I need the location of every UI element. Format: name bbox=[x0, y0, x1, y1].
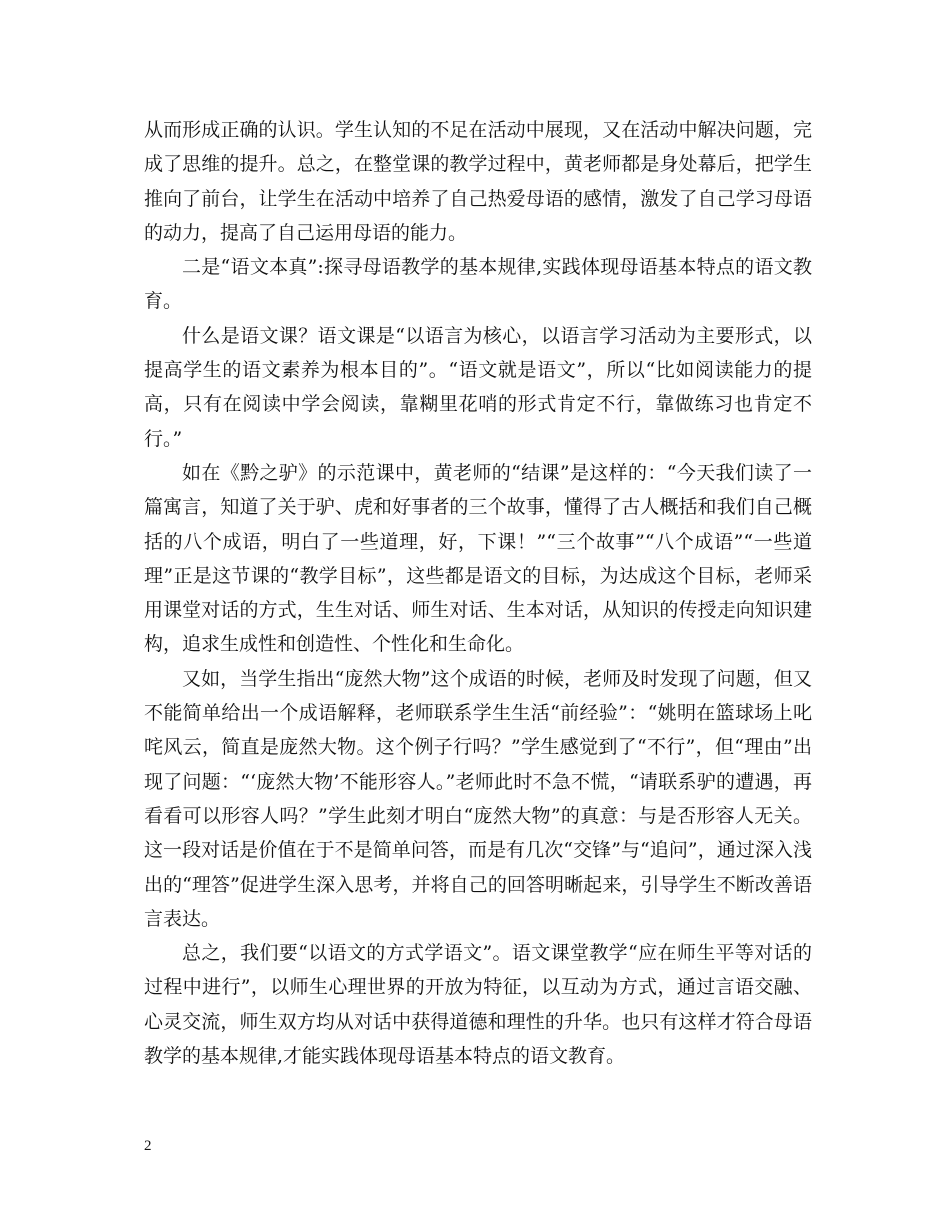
paragraph-6: 总之，我们要“以语文的方式学语文”。语文课堂教学“应在师生平等对话的过程中进行”，以师生心理世界的开放为特征，以互动为方式，通过言语交融、心灵交流，师生双方均从对话中获得道德和理性的升华。也只有这样才符合母语教学的基本规律,才能实践体现母语基本特点的语文教育。 bbox=[144, 942, 812, 1068]
paragraph-3: 什么是语文课？语文课是“以语言为核心，以语言学习活动为主要形式，以提高学生的语文素养为根本目的”。“语文就是语文”，所以“比如阅读能力的提高，只有在阅读中学会阅读，靠糊里花哨的形式肯定不行，靠做练习也肯定不行。” bbox=[144, 324, 812, 450]
paragraph-5: 又如，当学生指出“庞然大物”这个成语的时候，老师及时发现了问题，但又不能简单给出一个成语解释，老师联系学生生活“前经验”：“姚明在篮球场上叱咤风云，简直是庞然大物。这个例子行吗？”学生感觉到了“不行”，但“理由”出现了问题：“‘庞然大物’不能形容人。”老师此时不急不慌，“请联系驴的遭遇，再看看可以形容人吗？”学生此刻才明白“庞然大物”的真意：与是否形容人无关。这一段对话是价值在于不是简单问答，而是有几次“交锋”与“追问”，通过深入浅出的“理答”促进学生深入思考，并将自己的回答明晰起来，引导学生不断改善语言表达。 bbox=[144, 667, 812, 930]
paragraph-4: 如在《黔之驴》的示范课中，黄老师的“结课”是这样的：“今天我们读了一篇寓言，知道了关于驴、虎和好事者的三个故事，懂得了古人概括和我们自己概括的八个成语，明白了一些道理，好，下课！”“三个故事”“八个成语”“一些道理”正是这节课的“教学目标”，这些都是语文的目标，为达成这个目标，老师采用课堂对话的方式，生生对话、师生对话、生本对话，从知识的传授走向知识建构，追求生成性和创造性、个性化和生命化。 bbox=[144, 461, 812, 656]
document-body bbox=[144, 113, 812, 1073]
paragraph-2: 二是“语文本真”:探寻母语教学的基本规律,实践体现母语基本特点的语文教育。 bbox=[144, 256, 812, 313]
page-number: 2 bbox=[144, 1138, 152, 1154]
paragraph-1: 从而形成正确的认识。学生认知的不足在活动中展现，又在活动中解决问题，完成了思维的提升。总之，在整堂课的教学过程中，黄老师都是身处幕后，把学生推向了前台，让学生在活动中培养了自己热爱母语的感情，激发了自己学习母语的动力，提高了自己运用母语的能力。 bbox=[144, 119, 812, 244]
